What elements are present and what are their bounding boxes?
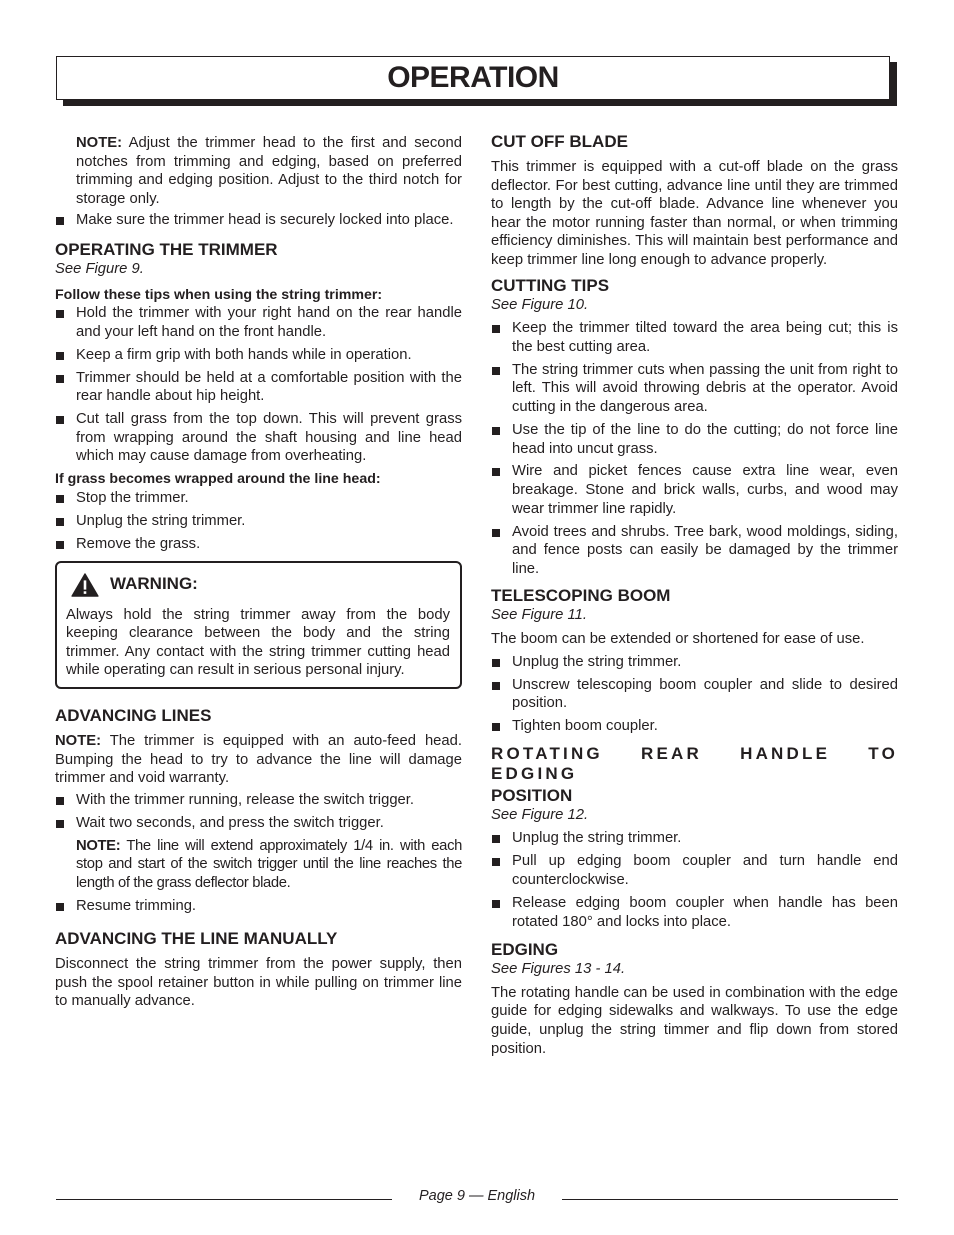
edging-text: The rotating handle can be used in combination with the edge guide for edging sidewalks and walkways. To use the edge guide, unplug the string timmer and flip down from stored position.: [491, 984, 898, 1057]
left-column: [55, 132, 462, 1011]
footer-rule-right: [562, 1199, 898, 1200]
resume-list: [55, 897, 462, 916]
figure-ref: See Figure 11.: [491, 607, 587, 624]
list-item: Unplug the string trimmer.: [55, 512, 462, 531]
list-item: Pull up edging boom coupler and turn handle end counterclockwise.: [491, 852, 898, 889]
list-item: Remove the grass.: [55, 535, 462, 554]
header-banner: [56, 56, 890, 100]
list-item: Stop the trimmer.: [55, 489, 462, 508]
section-heading: CUTTING TIPS: [491, 275, 610, 295]
list-item: Avoid trees and shrubs. Tree bark, wood moldings, siding, and fence posts can easily be damaged by the trimmer line.: [491, 523, 898, 579]
locked-list: [55, 211, 462, 230]
section-advancing: [55, 706, 462, 915]
figure-ref: See Figure 9.: [55, 260, 144, 277]
section-heading: ADVANCING LINES: [55, 706, 212, 725]
list-item: Unplug the string trimmer.: [491, 653, 898, 672]
section-operating: [55, 240, 462, 554]
figure-ref: See Figure 10.: [491, 296, 589, 313]
section-tips: [491, 276, 898, 579]
wrapped-grass-list: [55, 489, 462, 554]
list-item: Wire and picket fences cause extra line wear, even breakage. Stone and brick walls, curbs, and wood may wear trimmer line rapidly.: [491, 462, 898, 518]
manual-text: Disconnect the string trimmer from the power supply, then push the spool retainer button in while pulling on trimmer line to manually advance.: [55, 956, 462, 1010]
footer-rule-left: [56, 1199, 392, 1200]
list-item: Keep a firm grip with both hands while in operation.: [55, 346, 462, 365]
list-item: Hold the trimmer with your right hand on the rear handle and your left hand on the front handle.: [55, 304, 462, 341]
list-item: Unscrew telescoping boom coupler and slide to desired position.: [491, 676, 898, 713]
section-heading: EDGING: [491, 940, 559, 960]
list-item: Cut tall grass from the top down. This will prevent grass from wrapping around the shaft housing and line head which may cause damage from overheating.: [55, 410, 462, 466]
advancing-list: [55, 791, 462, 833]
section-heading: ADVANCING THE LINE MANUALLY: [55, 929, 338, 949]
list-item: With the trimmer running, release the switch trigger.: [55, 791, 462, 810]
warning-box: [55, 561, 462, 689]
lead-text: If grass becomes wrapped around the line head:: [55, 471, 381, 488]
section-cutoff: [491, 132, 898, 270]
cutting-tips-list: [491, 319, 898, 578]
list-item: Trimmer should be held at a comfortable position with the rear handle about hip height.: [55, 369, 462, 406]
list-item: Make sure the trimmer head is securely locked into place.: [55, 211, 462, 230]
section-rotating: [491, 744, 898, 931]
section-heading-cont: POSITION: [491, 785, 573, 805]
figure-ref: See Figures 13 - 14.: [491, 961, 626, 978]
list-item: Unplug the string trimmer.: [491, 829, 898, 848]
section-heading: CUT OFF BLADE: [491, 132, 628, 151]
list-item: Keep the trimmer tilted toward the area being cut; this is the best cutting area.: [491, 319, 898, 356]
note-extend: NOTE: The line will extend approximately 1/4 in. with each stop and start of the switch trigger until the line reaches the length of the grass deflector blade.: [76, 837, 462, 891]
list-item: Wait two seconds, and press the switch trigger.: [55, 814, 462, 833]
list-item: Tighten boom coupler.: [491, 717, 898, 736]
note-adjust: NOTE: Adjust the trimmer head to the first and second notches from trimming and edging, based on preferred trimming and edging position. Adjust to the third notch for storage only.: [76, 135, 462, 207]
section-heading: TELESCOPING BOOM: [491, 586, 671, 606]
list-item: Release edging boom coupler when handle has been rotated 180° and locks into place.: [491, 894, 898, 931]
right-column: [491, 132, 898, 1058]
list-item: The string trimmer cuts when passing the unit from right to left. This will avoid throwing debris at the operator. Avoid cutting in the dangerous area.: [491, 361, 898, 417]
operating-tips-list: [55, 304, 462, 466]
figure-ref: See Figure 12.: [491, 806, 589, 823]
page-footer: Page 9 — English: [418, 1188, 536, 1204]
rotating-list: [491, 829, 898, 931]
section-edging: [491, 940, 898, 1058]
section-heading: ROTATING REAR HANDLE TO EDGING: [491, 743, 898, 783]
note-autofeed: NOTE: The trimmer is equipped with an auto-feed head. Bumping the head to try to advance the line will damage trimmer and void warranty.: [55, 733, 462, 787]
lead-text: Follow these tips when using the string trimmer:: [55, 286, 383, 303]
warning-triangle-icon: [70, 573, 100, 597]
list-item: Resume trimming.: [55, 897, 462, 916]
cutoff-text: This trimmer is equipped with a cut-off blade on the grass deflector. For best cutting, advance line until they are trimmed to length by the cut-off blade. Advance line whenever you hear the motor running faster than normal, or when trimming efficiency diminishes. This will maintain best performance and keep trimmer line long enough to advance properly.: [491, 159, 898, 268]
section-telescoping: [491, 586, 898, 735]
telescoping-text: The boom can be extended or shortened for ease of use.: [491, 631, 865, 648]
telescoping-list: [491, 653, 898, 736]
warning-title: WARNING:: [66, 573, 450, 597]
page-title: OPERATION: [387, 61, 559, 94]
section-heading: OPERATING THE TRIMMER: [55, 239, 278, 259]
section-manual: [55, 929, 462, 1011]
warning-text: Always hold the string trimmer away from the body keeping clearance between the body and the string trimmer. Any contact with the string trimmer cutting head while operating can result in serious personal injury.: [66, 606, 450, 679]
list-item: Use the tip of the line to do the cutting; do not force line head into uncut grass.: [491, 421, 898, 458]
